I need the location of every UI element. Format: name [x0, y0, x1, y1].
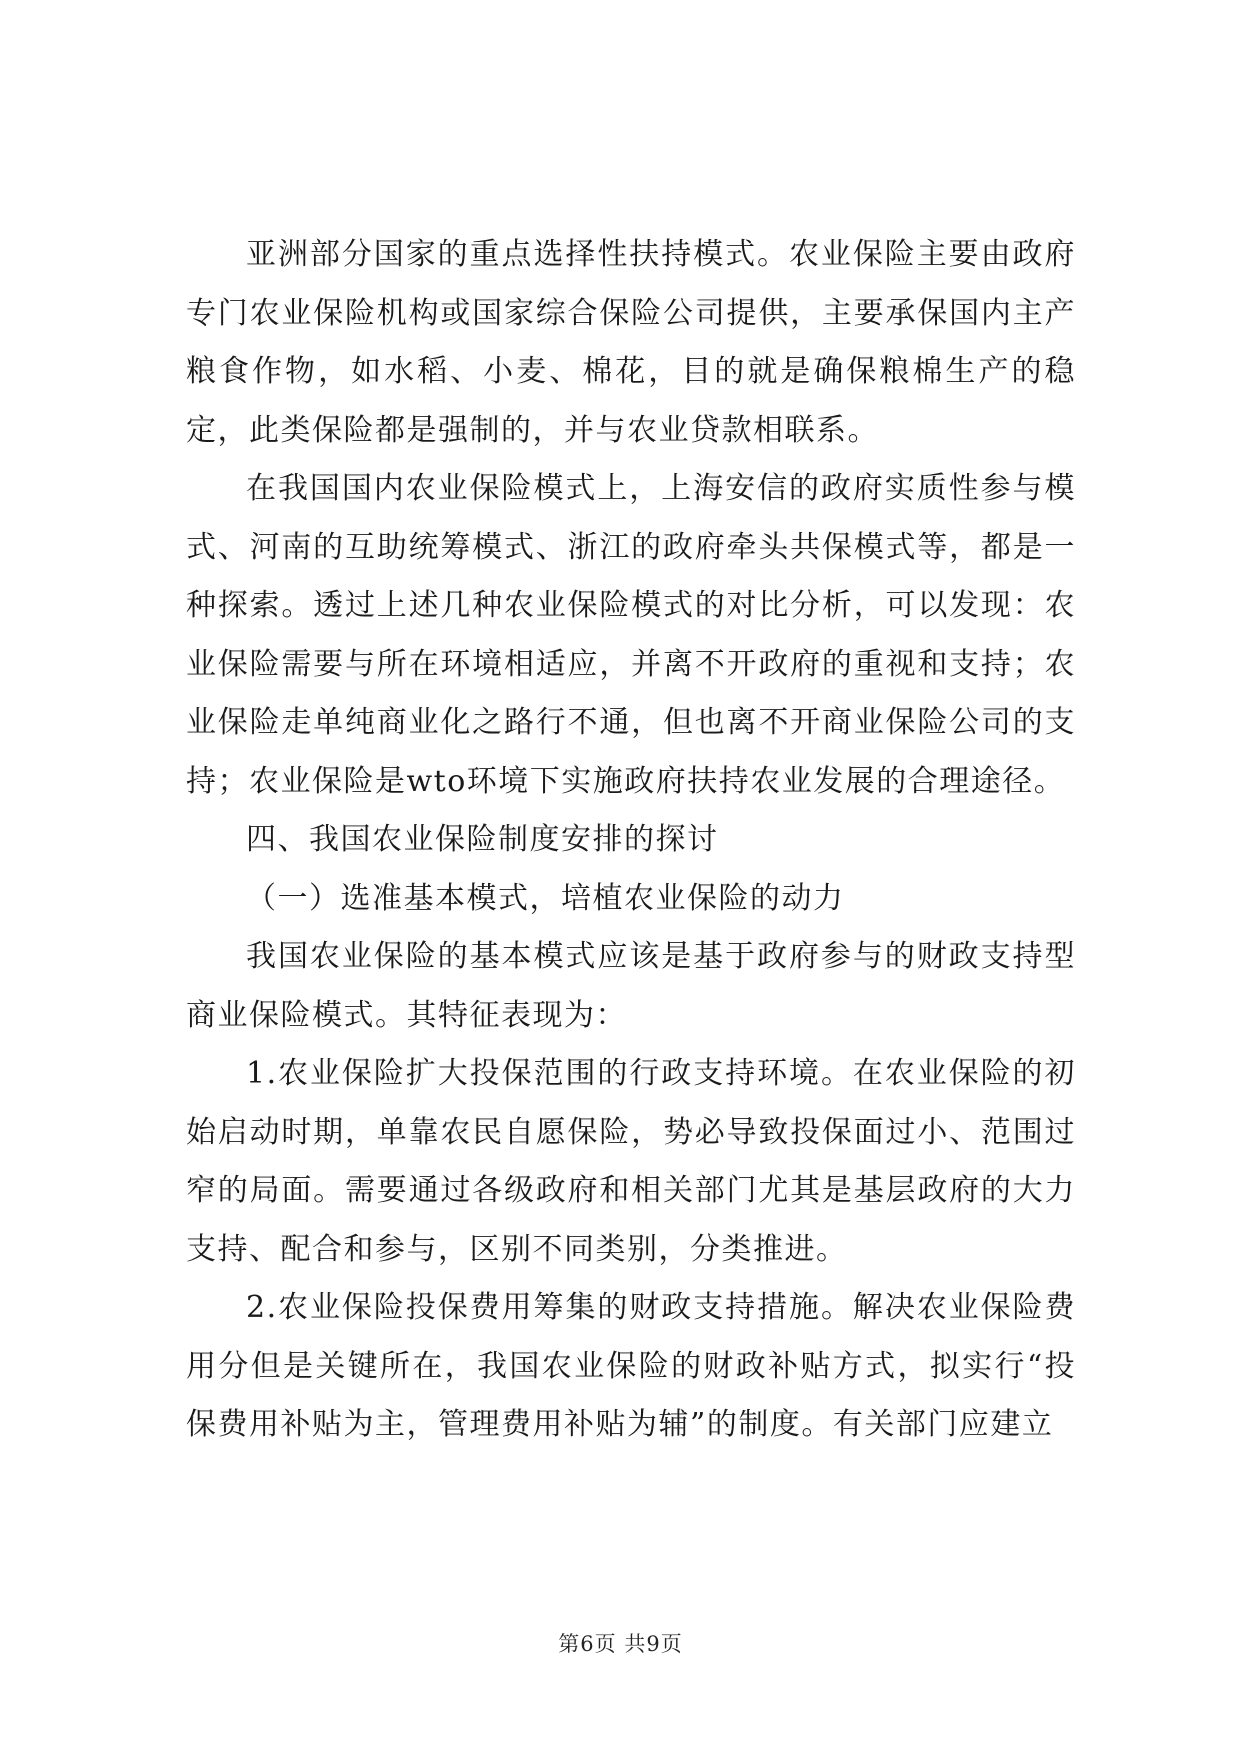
- subsection-heading-1: （一）选准基本模式，培植农业保险的动力: [246, 880, 845, 916]
- paragraph-item-1: 1.农业保险扩大投保范围的行政支持环境。在农业保险的初始启动时期，单靠农民自愿保险，势必导致投保面过小、范围过窄的局面。需要通过各级政府和相关部门尤其是基层政府的大力支持、配合和参与，区别不同类别，分类推进。: [186, 1056, 1076, 1267]
- paragraph-asia-model: 亚洲部分国家的重点选择性扶持模式。农业保险主要由政府专门农业保险机构或国家综合保险公司提供，主要承保国内主产粮食作物，如水稻、小麦、棉花，目的就是确保粮棉生产的稳定，此类保险都是强制的，并与农业贷款相联系。: [186, 237, 1076, 448]
- page-footer: 第6页 共9页: [558, 1632, 683, 1656]
- document-body: [186, 226, 1076, 1455]
- paragraph-item-2: 2.农业保险投保费用筹集的财政支持措施。解决农业保险费用分但是关键所在，我国农业保险的财政补贴方式，拟实行“投保费用补贴为主，管理费用补贴为辅”的制度。有关部门应建立: [186, 1290, 1076, 1442]
- paragraph-domestic-models: 在我国国内农业保险模式上，上海安信的政府实质性参与模式、河南的互助统筹模式、浙江的政府牵头共保模式等，都是一种探索。透过上述几种农业保险模式的对比分析，可以发现：农业保险需要与所在环境相适应，并离不开政府的重视和支持；农业保险走单纯商业化之路行不通，但也离不开商业保险公司的支持；农业保险是wto环境下实施政府扶持农业发展的合理途径。: [186, 471, 1076, 799]
- section-heading-4: 四、我国农业保险制度安排的探讨: [246, 822, 719, 857]
- paragraph-basic-model: 我国农业保险的基本模式应该是基于政府参与的财政支持型商业保险模式。其特征表现为：: [186, 939, 1076, 1033]
